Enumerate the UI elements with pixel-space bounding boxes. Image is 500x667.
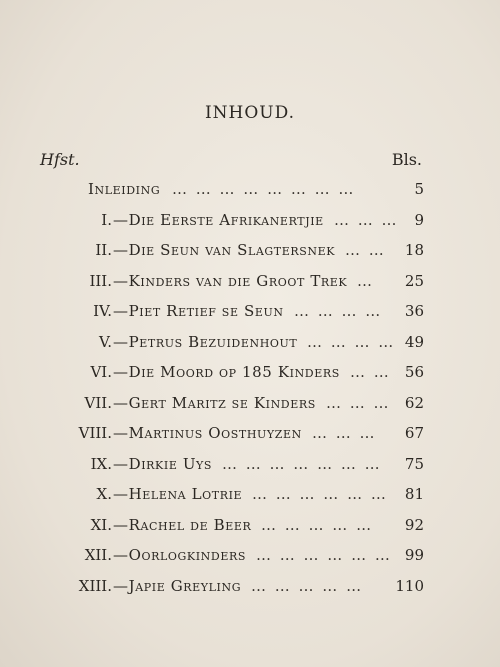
chapter-title: —Die Eerste Afrikanertjie: [113, 210, 324, 229]
page-number: 36: [404, 302, 424, 320]
chapter-numeral: XIII.: [78, 576, 112, 595]
chapter-numeral: I.: [101, 210, 112, 229]
toc-entry: [0, 453, 500, 475]
toc-entry: [0, 483, 500, 505]
chapter-numeral: IX.: [90, 454, 112, 473]
toc-entry: [0, 270, 500, 292]
chapter-title: —Martinus Oosthuyzen: [113, 424, 302, 442]
toc-entry: [0, 361, 500, 383]
chapter-column-header: Hfst.: [40, 150, 80, 169]
page-number: 25: [404, 271, 424, 290]
dot-leader: … … …: [334, 210, 399, 229]
dot-leader: … … …: [326, 393, 391, 412]
dot-leader: … … …: [312, 424, 377, 442]
page-number: 49: [404, 332, 424, 351]
toc-entry: [0, 300, 500, 322]
toc-entry: [0, 422, 500, 444]
chapter-numeral: XI.: [90, 515, 112, 534]
page-number: 56: [404, 363, 424, 381]
page-number: 18: [404, 241, 424, 259]
dot-leader: … … … …: [294, 302, 383, 320]
chapter-numeral: IV.: [93, 302, 112, 320]
chapter-title: Inleiding: [88, 180, 161, 198]
page-title: INHOUD.: [204, 103, 296, 123]
chapter-numeral: VII.: [84, 393, 112, 412]
page-number: 62: [404, 393, 424, 412]
dot-leader: … … … … … …: [252, 485, 388, 503]
chapter-title: —Japie Greyling: [113, 576, 242, 595]
chapter-numeral: II.: [95, 241, 112, 259]
dot-leader: … …: [350, 363, 391, 381]
chapter-title: —Kinders van die Groot Trek: [113, 271, 348, 290]
chapter-title: —Oorlogkinders: [113, 546, 246, 564]
toc-entry: [0, 544, 500, 566]
dot-leader: … … … … …: [261, 515, 374, 534]
toc-entry: [0, 575, 500, 597]
chapter-title: —Rachel de Beer: [113, 515, 252, 534]
chapter-numeral: VI.: [90, 363, 112, 381]
dot-leader: … … … … …: [251, 576, 364, 595]
dot-leader: … … … … … … … …: [172, 180, 356, 198]
page-number: 110: [395, 576, 424, 595]
dot-leader: … … … … … … …: [222, 454, 382, 473]
page-number: 92: [404, 515, 424, 534]
toc-entry: [0, 178, 500, 200]
page-number: 81: [404, 485, 424, 503]
chapter-title: —Piet Retief se Seun: [113, 302, 284, 320]
chapter-numeral: V.: [99, 332, 112, 351]
page-number: 67: [404, 424, 424, 442]
chapter-numeral: X.: [96, 485, 112, 503]
chapter-title: —Die Moord op 185 Kinders: [113, 363, 340, 381]
toc-entry: [0, 239, 500, 261]
page-column-header: Bls.: [391, 150, 422, 169]
chapter-numeral: XII.: [84, 546, 112, 564]
dot-leader: … …: [345, 241, 386, 259]
page-number: 9: [414, 210, 424, 229]
page-number: 5: [414, 180, 424, 198]
chapter-title: —Dirkie Uys: [113, 454, 213, 473]
chapter-title: —Gert Maritz se Kinders: [113, 393, 316, 412]
dot-leader: … … … … … …: [256, 546, 392, 564]
page-number: 99: [404, 546, 424, 564]
chapter-numeral: III.: [89, 271, 112, 290]
page-number: 75: [404, 454, 424, 473]
toc-entry: [0, 209, 500, 231]
chapter-title: —Helena Lotrie: [113, 485, 243, 503]
dot-leader: … … … …: [307, 332, 396, 351]
toc-entry: [0, 331, 500, 353]
chapter-title: —Petrus Bezuidenhout: [113, 332, 298, 351]
toc-entry: [0, 514, 500, 536]
dot-leader: …: [357, 271, 374, 290]
chapter-title: —Die Seun van Slagtersnek: [113, 241, 336, 259]
toc-entry: [0, 392, 500, 414]
chapter-numeral: VIII.: [78, 424, 112, 442]
